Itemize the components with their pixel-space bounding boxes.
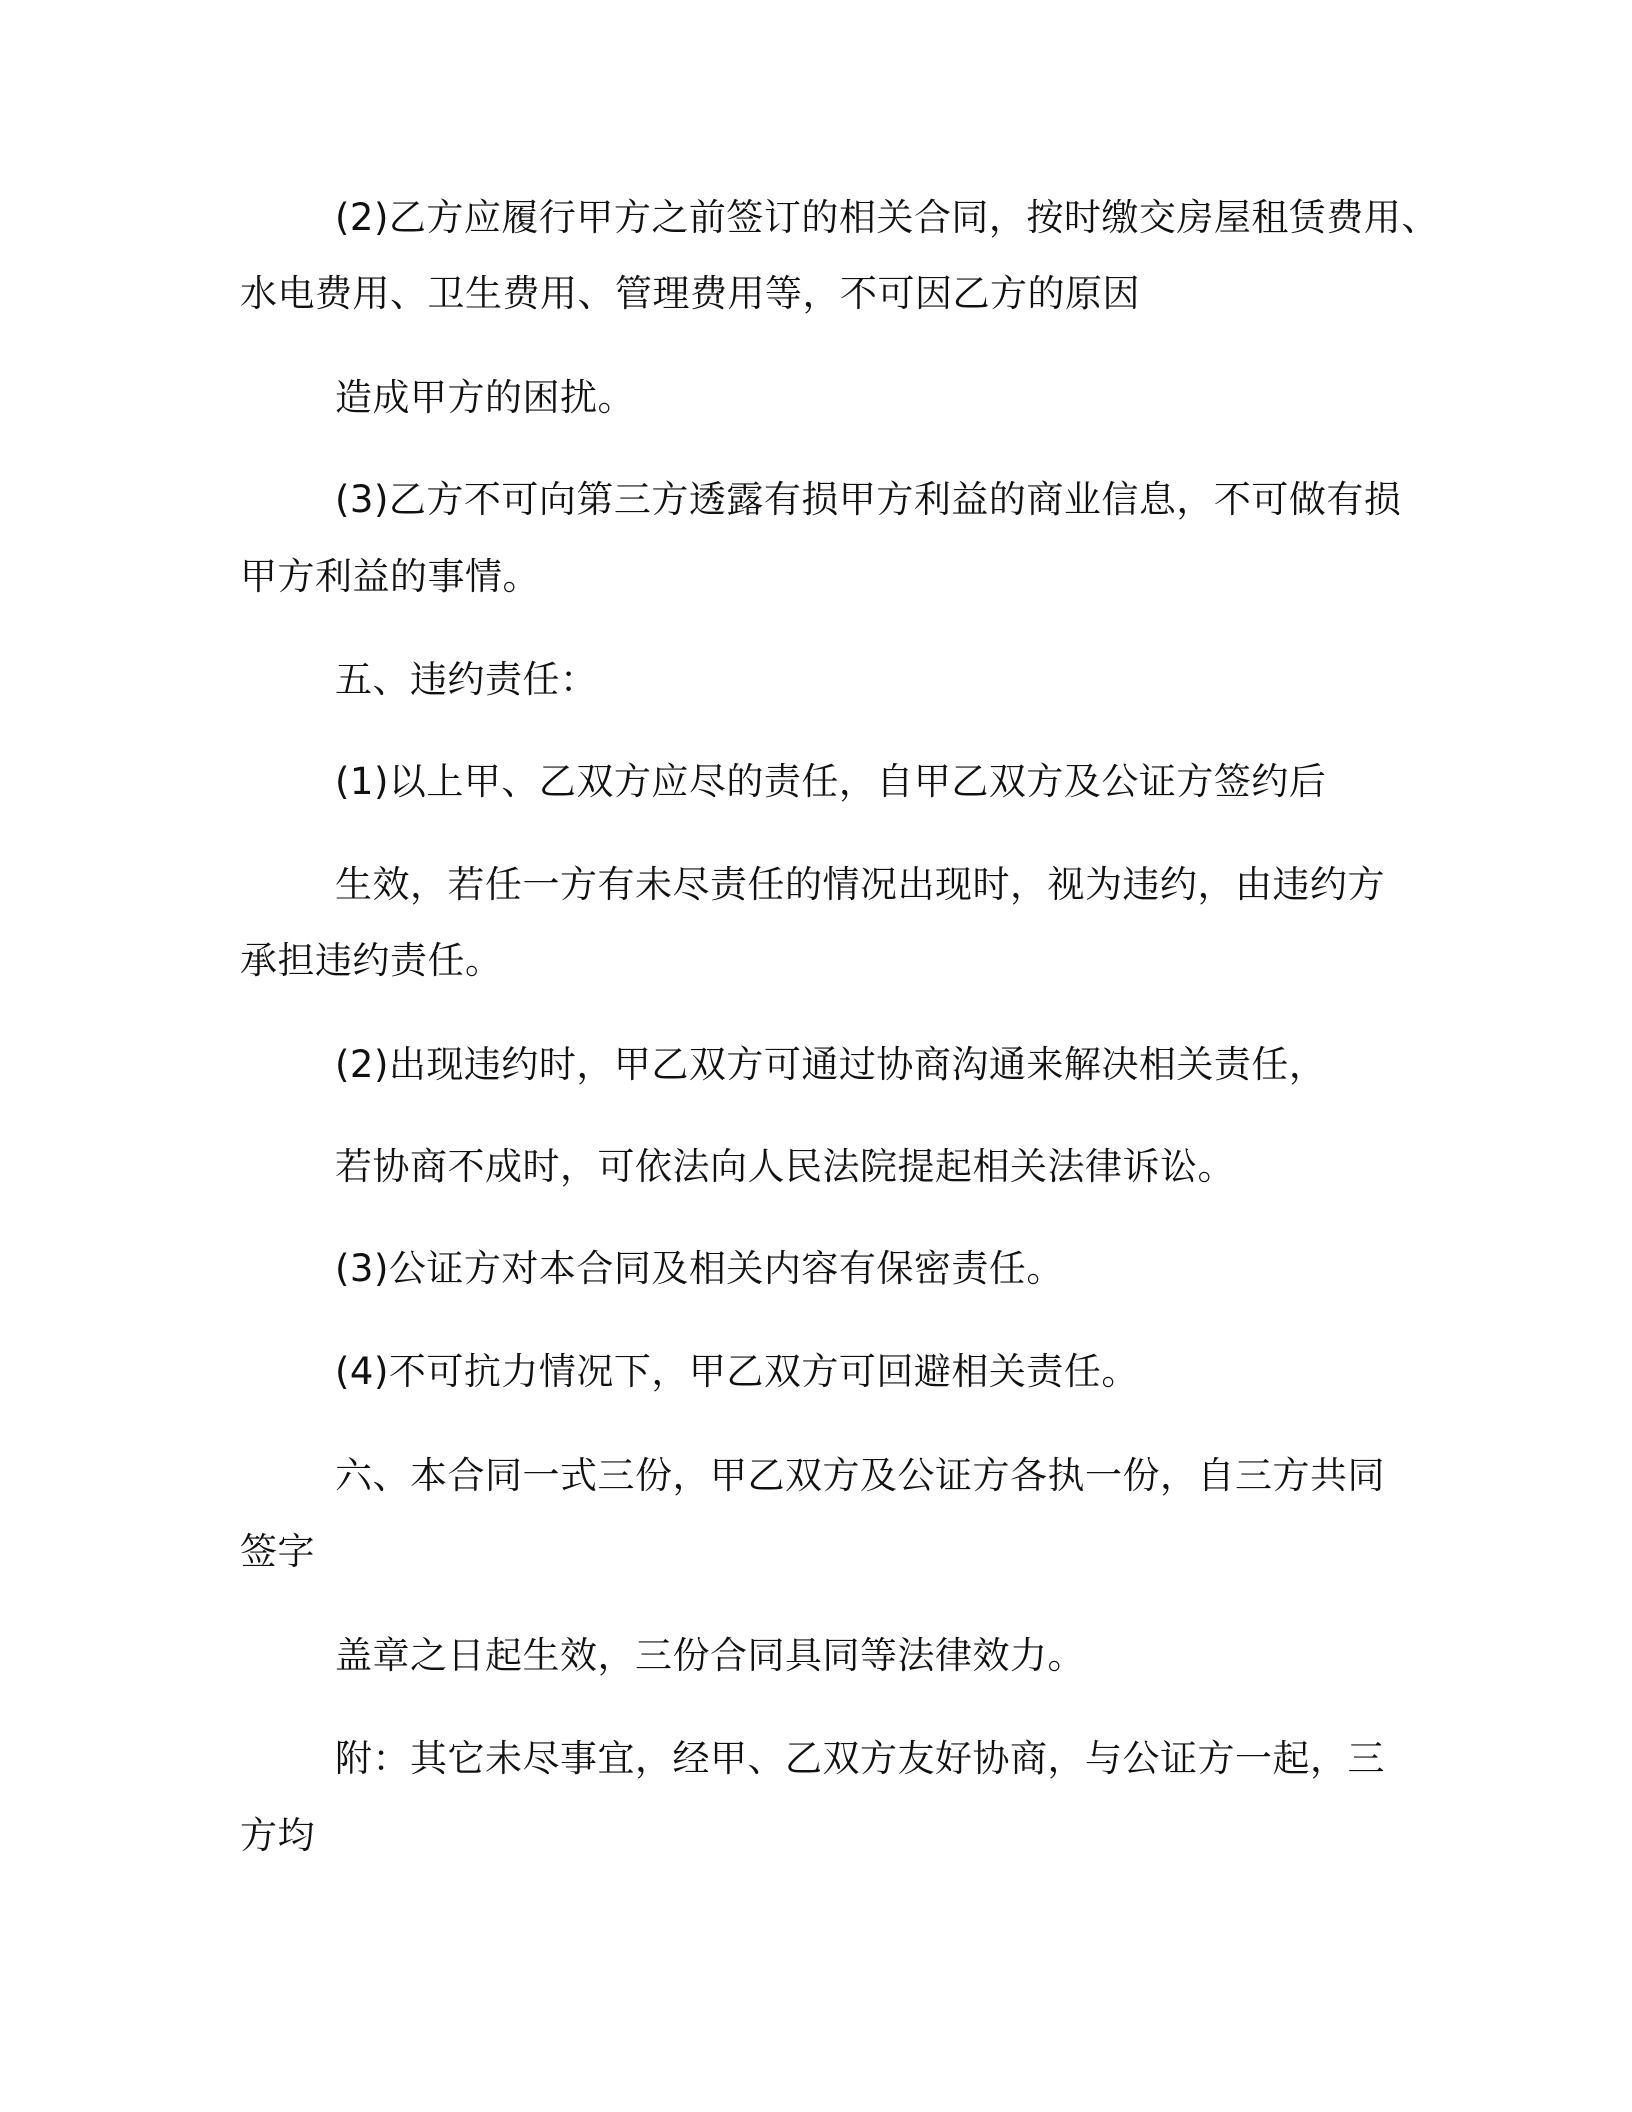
text-line: (2)乙方应履行甲方之前签订的相关合同，按时缴交房屋租赁费用、 [335, 196, 1439, 239]
text-line: 若协商不成时，可依法向人民法院提起相关法律诉讼。 [335, 1145, 1235, 1188]
text-line: 甲方利益的事情。 [240, 555, 540, 598]
text-line: (3)乙方不可向第三方透露有损甲方利益的商业信息，不可做有损 [335, 478, 1402, 521]
section-heading: 五、违约责任： [335, 658, 598, 701]
text-line: 生效，若任一方有未尽责任的情况出现时，视为违约，由违约方 [335, 863, 1385, 906]
text-line: 六、本合同一式三份，甲乙双方及公证方各执一份，自三方共同 [335, 1454, 1385, 1497]
text-line: 承担违约责任。 [240, 939, 503, 982]
text-line: 盖章之日起生效，三份合同具同等法律效力。 [335, 1634, 1085, 1677]
text-line: 造成甲方的困扰。 [335, 376, 635, 419]
text-line: 签字 [240, 1530, 315, 1573]
text-line: 水电费用、卫生费用、管理费用等，不可因乙方的原因 [240, 272, 1140, 315]
text-line: (3)公证方对本合同及相关内容有保密责任。 [335, 1247, 1064, 1290]
text-line: (2)出现违约时，甲乙双方可通过协商沟通来解决相关责任， [335, 1043, 1327, 1086]
text-line: 方均 [240, 1814, 315, 1857]
text-line: (4)不可抗力情况下，甲乙双方可回避相关责任。 [335, 1350, 1139, 1393]
text-line: (1)以上甲、乙双方应尽的责任，自甲乙双方及公证方签约后 [335, 760, 1327, 803]
text-line: 附：其它未尽事宜，经甲、乙双方友好协商，与公证方一起，三 [335, 1737, 1385, 1780]
